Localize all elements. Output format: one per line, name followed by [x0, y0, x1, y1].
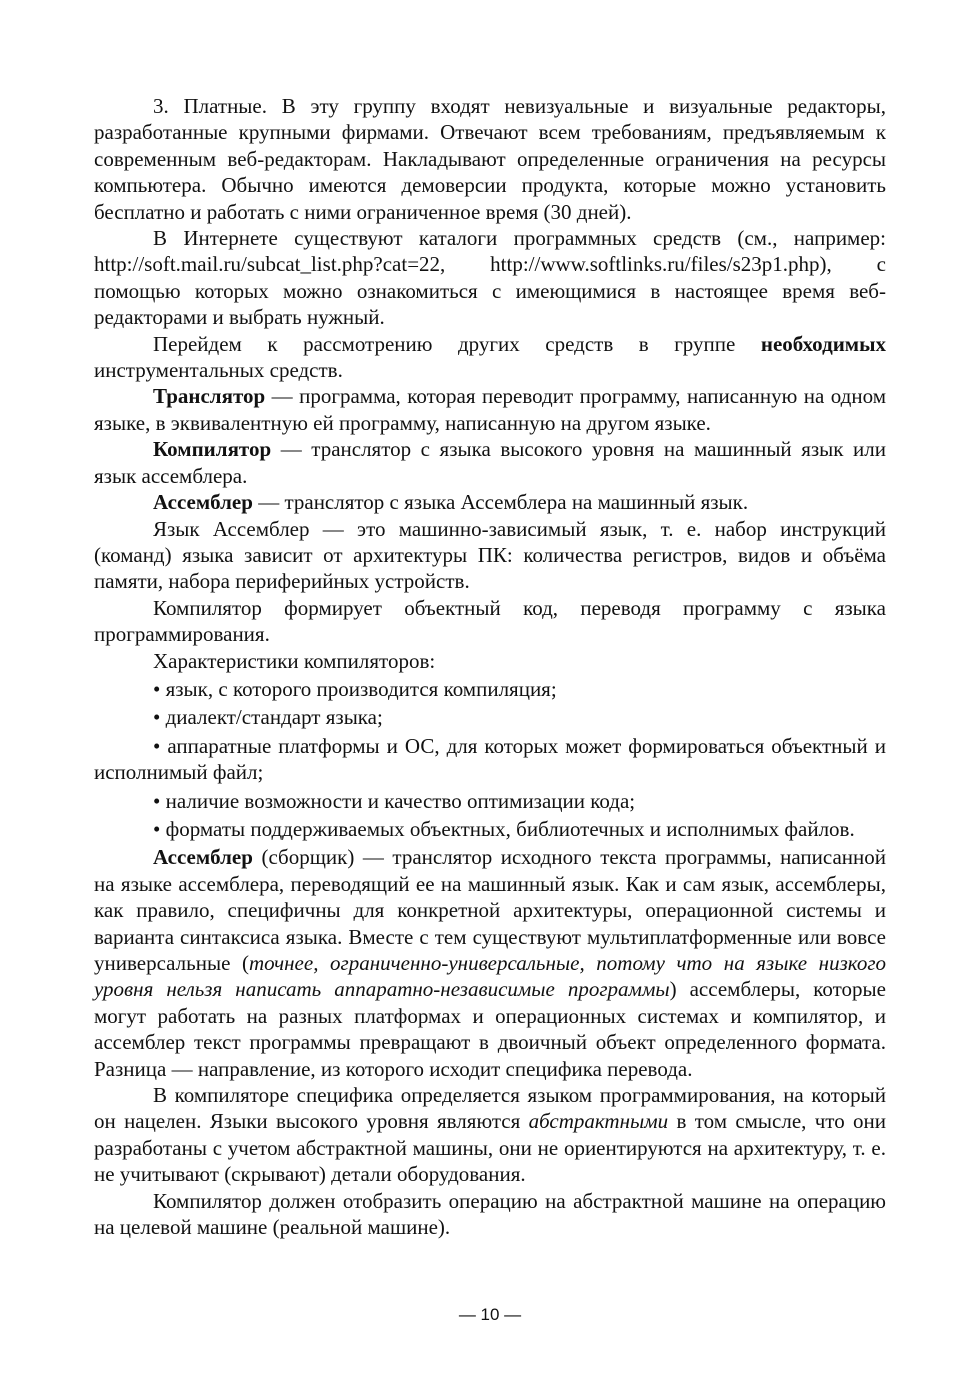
paragraph-assembler-detail: Ассемблер (сборщик) — транслятор исходного текста программы, написанной на языке ассемблера, переводящий ее на машинный язык. Как и сам язык, ассемблеры, как правило, специфичны для конкретной архитектуры, операционной системы и варианта синтаксиса языка. Вместе с тем существуют мультиплатформенные или вовсе универсальные (точнее, ограниченно-универсальные, потому что на языке низкого уровня нельзя написать аппаратно-независимые программы) ассемблеры, которые могут работать на разных платформах и операционных системах и компилятор, и ассемблер текст программы превращают в двоичный объект определенного формата. Разница — направление, из которого исходит специфика перевода. [94, 845, 887, 1081]
list-item: • форматы поддерживаемых объектных, библиотечных и исполнимых файлов. [153, 816, 855, 841]
term-assembler: Ассемблер [153, 845, 253, 870]
italic-note: точнее, ограниченно-универсальные, потому что на языке низкого уровня нельзя написать аппаратно-независимые программы [94, 951, 887, 1002]
paragraph-assembly-language: Язык Ассемблер — это машинно-зависимый язык, т. е. набор инструкций (команд) языка зависит от архитектуры ПК: количества регистров, видов и объёма памяти, набора периферийных устройств. [94, 516, 886, 594]
term-assembler: Ассемблер [153, 490, 253, 515]
page-body [94, 93, 886, 1240]
list-item: • наличие возможности и качество оптимизации кода; [153, 788, 636, 813]
paragraph-necessary-tools: Перейдем к рассмотрению других средств в группе необходимых инструментальных средств. [94, 331, 886, 383]
list-item: • аппаратные платформы и ОС, для которых может формироваться объектный и исполнимый файл; [94, 733, 886, 785]
paragraph-software-catalogs: В Интернете существуют каталоги программных средств (см., например: http://soft.mail.ru/subcat_list.php?cat=22, http://www.softlinks.ru/files/s23p1.php), с помощью которых можно ознакомиться с имеющимися в настоящее время веб-редакторами и выбрать нужный. [94, 226, 886, 330]
list-item: • диалект/стандарт языка; [153, 705, 383, 730]
page-number: — 10 — [458, 1305, 522, 1324]
paragraph-translator: Транслятор — программа, которая переводит программу, написанную на одном языке, в эквивалентную ей программу, написанную на другом языке. [94, 384, 886, 435]
paragraph-object-code: Компилятор формирует объектный код, переводя программу с языка программирования. [94, 595, 886, 647]
term-necessary: необходимых [760, 331, 886, 356]
paragraph-compiler-characteristics: Характеристики компиляторов: [153, 648, 436, 673]
list-item: • язык, с которого производится компиляция; [153, 676, 557, 701]
paragraph-compiler-specifics: В компиляторе специфика определяется языком программирования, на который он нацелен. Языки высокого уровня являются абстрактными в том смысле, что они разработаны с учетом абстрактной машины, они не ориентируются на архитектуру, т. е. не учитывают (скрывают) детали оборудования. [94, 1083, 887, 1187]
paragraph-compiler-mapping: Компилятор должен отобразить операцию на абстрактной машине на операцию на целевой машине (реальной машине). [94, 1188, 886, 1240]
term-compiler: Компилятор [153, 437, 272, 462]
paragraph-compiler: Компилятор — транслятор с языка высокого уровня на машинный язык или язык ассемблера. [94, 437, 886, 488]
paragraph-paid-editors: 3. Платные. В эту группу входят невизуальные и визуальные редакторы, разработанные крупными фирмами. Отвечают всем требованиям, предъявляемым к современным веб-редакторам. Накладывают определенные ограничения на ресурсы компьютера. Обычно имеются демоверсии продукта, которые можно установить бесплатно и работать с ними ограниченное время (30 дней). [94, 94, 886, 224]
paragraph-assembler: Ассемблер — транслятор с языка Ассемблера на машинный язык. [153, 490, 749, 515]
italic-term-abstract: абстрактными [528, 1109, 669, 1134]
term-translator: Транслятор [153, 384, 266, 409]
